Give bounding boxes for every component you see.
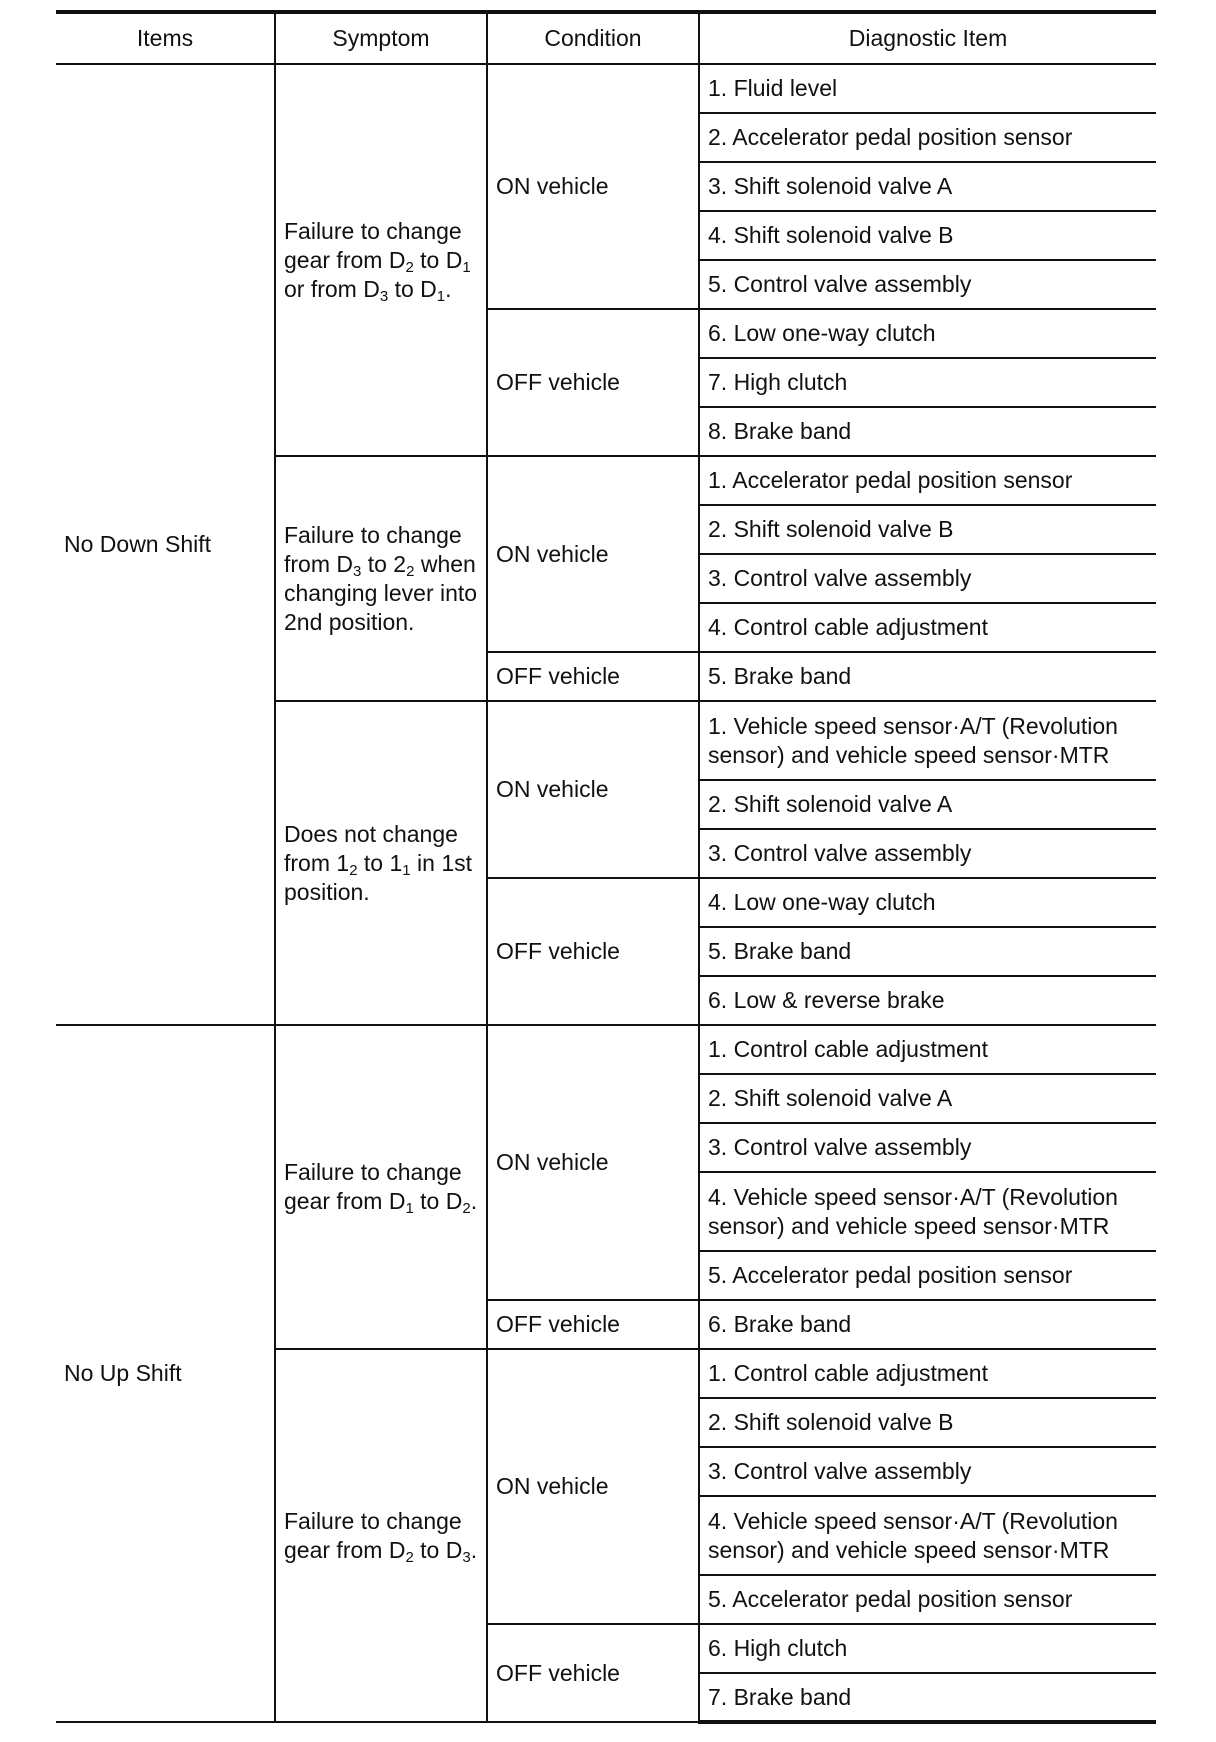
- item-no-up-shift: No Up Shift: [56, 1025, 275, 1722]
- diagnostic-item: 7. High clutch: [699, 358, 1156, 407]
- diagnostic-item: 3. Control valve assembly: [699, 1123, 1156, 1172]
- condition-on-vehicle: ON vehicle: [487, 1025, 699, 1300]
- header-items: Items: [56, 12, 275, 64]
- condition-on-vehicle: ON vehicle: [487, 701, 699, 878]
- diagnostic-item: 6. Brake band: [699, 1300, 1156, 1349]
- symptom-cell: Failure to change from $D_3$ to $2_2$ when changing lever into 2nd position.: [275, 456, 487, 701]
- table-row: [56, 64, 1156, 113]
- condition-off-vehicle: OFF vehicle: [487, 1300, 699, 1349]
- condition-off-vehicle: OFF vehicle: [487, 878, 699, 1025]
- diagnostic-item: 5. Control valve assembly: [699, 260, 1156, 309]
- diagnostic-item: 5. Accelerator pedal position sensor: [699, 1575, 1156, 1624]
- header-condition: Condition: [487, 12, 699, 64]
- header-symptom: Symptom: [275, 12, 487, 64]
- symptom-cell: Does not change from $1_2$ to $1_1$ in 1st position.: [275, 701, 487, 1025]
- diagnostic-item: 3. Control valve assembly: [699, 1447, 1156, 1496]
- condition-on-vehicle: ON vehicle: [487, 1349, 699, 1624]
- condition-on-vehicle: ON vehicle: [487, 456, 699, 652]
- diagnostic-item: 4. Control cable adjustment: [699, 603, 1156, 652]
- diagnostic-item: 7. Brake band: [699, 1673, 1156, 1722]
- condition-off-vehicle: OFF vehicle: [487, 309, 699, 456]
- symptom-cell: Failure to change gear from $D_1$ to $D_2$.: [275, 1025, 487, 1349]
- header-row: [56, 12, 1156, 64]
- diagnostic-table: [56, 10, 1156, 1724]
- diagnostic-item: 5. Accelerator pedal position sensor: [699, 1251, 1156, 1300]
- diagnostic-item: 2. Shift solenoid valve A: [699, 780, 1156, 829]
- diagnostic-item: 1. Accelerator pedal position sensor: [699, 456, 1156, 505]
- diagnostic-item: 3. Shift solenoid valve A: [699, 162, 1156, 211]
- diagnostic-item: 4. Low one-way clutch: [699, 878, 1156, 927]
- diagnostic-item: 3. Control valve assembly: [699, 554, 1156, 603]
- item-no-down-shift: No Down Shift: [56, 64, 275, 1025]
- table-row: [56, 1025, 1156, 1074]
- diagnostic-item: 4. Vehicle speed sensor·A/T (Revolution sensor) and vehicle speed sensor·MTR: [699, 1496, 1156, 1575]
- diagnostic-item: 1. Control cable adjustment: [699, 1025, 1156, 1074]
- diagnostic-item: 2. Accelerator pedal position sensor: [699, 113, 1156, 162]
- diagnostic-item: 5. Brake band: [699, 652, 1156, 701]
- diagnostic-item: 1. Vehicle speed sensor·A/T (Revolution sensor) and vehicle speed sensor·MTR: [699, 701, 1156, 780]
- header-diagnostic-item: Diagnostic Item: [699, 12, 1156, 64]
- condition-off-vehicle: OFF vehicle: [487, 1624, 699, 1722]
- diagnostic-item: 6. High clutch: [699, 1624, 1156, 1673]
- diagnostic-item: 4. Shift solenoid valve B: [699, 211, 1156, 260]
- diagnostic-item: 1. Fluid level: [699, 64, 1156, 113]
- diagnostic-item: 1. Control cable adjustment: [699, 1349, 1156, 1398]
- diagnostic-item: 3. Control valve assembly: [699, 829, 1156, 878]
- diagnostic-item: 6. Low & reverse brake: [699, 976, 1156, 1025]
- condition-on-vehicle: ON vehicle: [487, 64, 699, 309]
- diagnostic-item: 5. Brake band: [699, 927, 1156, 976]
- diagnostic-item: 2. Shift solenoid valve B: [699, 505, 1156, 554]
- symptom-cell: Failure to change gear from $D_2$ to $D_3$.: [275, 1349, 487, 1722]
- symptom-cell: Failure to change gear from $D_2$ to $D_1$ or from $D_3$ to $D_1$.: [275, 64, 487, 456]
- diagnostic-item: 2. Shift solenoid valve A: [699, 1074, 1156, 1123]
- diagnostic-item: 2. Shift solenoid valve B: [699, 1398, 1156, 1447]
- diagnostic-item: 6. Low one-way clutch: [699, 309, 1156, 358]
- condition-off-vehicle: OFF vehicle: [487, 652, 699, 701]
- diagnostic-item: 4. Vehicle speed sensor·A/T (Revolution sensor) and vehicle speed sensor·MTR: [699, 1172, 1156, 1251]
- diagnostic-item: 8. Brake band: [699, 407, 1156, 456]
